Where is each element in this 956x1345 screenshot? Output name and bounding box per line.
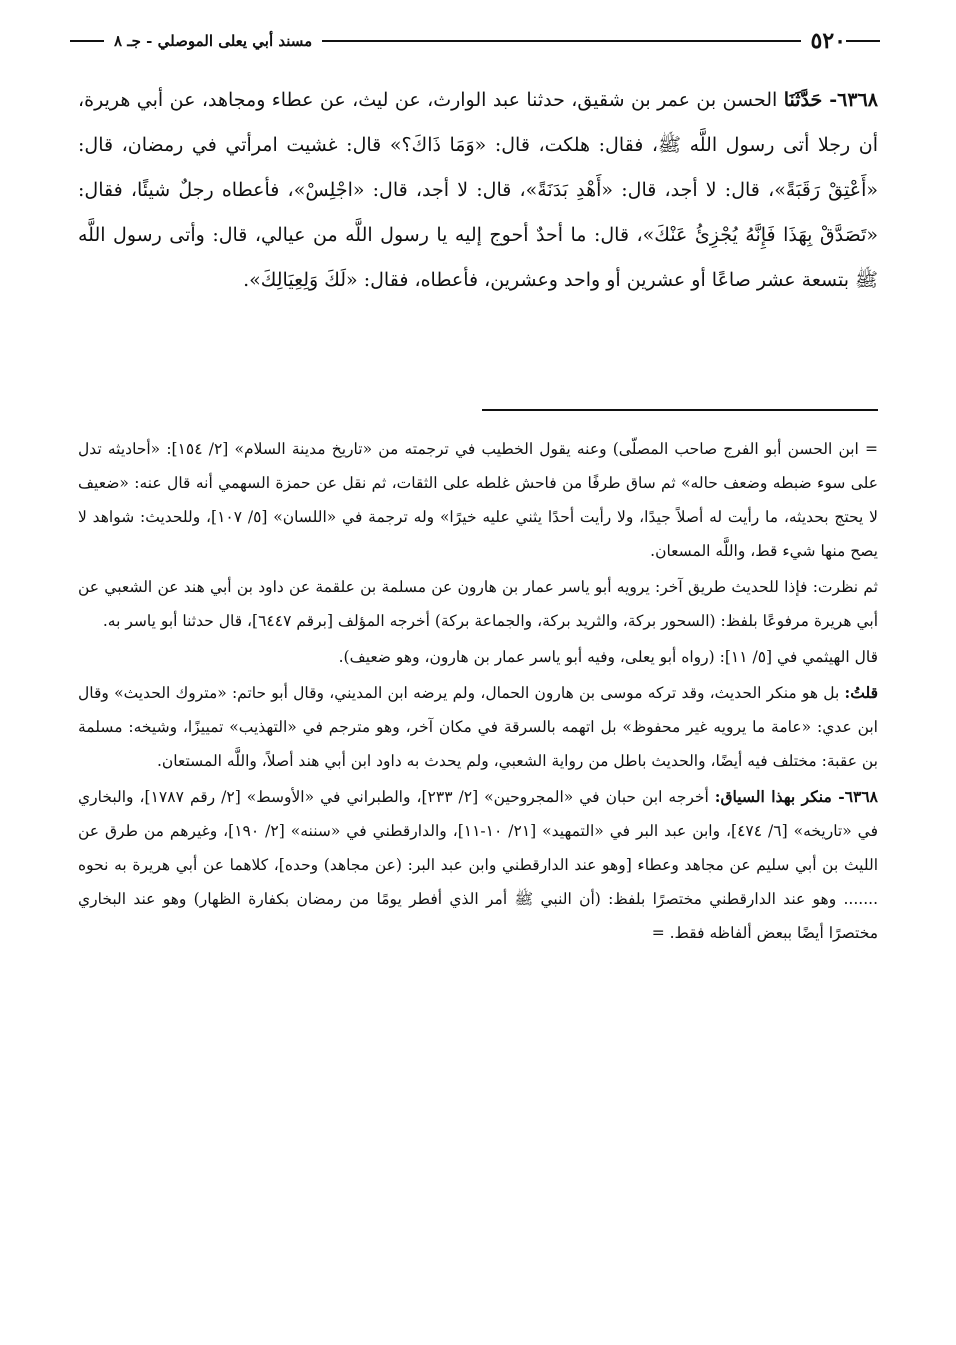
footnote-paragraph: قال الهيثمي في [٥/ ١١]: (رواه أبو يعلى، وفيه أبو ياسر عمار بن هارون، وهو ضعيف).	[338, 648, 878, 666]
book-title: مسند أبي يعلى الموصلي - جـ ٨	[114, 32, 313, 50]
footnote-lead: قلتُ:	[844, 683, 878, 702]
footnote-paragraph	[78, 780, 878, 950]
footnote-divider	[482, 409, 878, 411]
header-rule	[322, 40, 800, 42]
footnote-paragraph: = ابن الحسن أبو الفرج صاحب المصلّى) وعنه يقول الخطيب في ترجمته من «تاريخ مدينة السلام» [٢/ ١٥٤]: «أحاديثه تدل على سوء ضبطه وضعف حاله» ثم ساق طرفًا من فاحش غلطه على الثقات، ثم نقل عن حمزة السهمي أنه قال عنه: «ضعيف لا يحتج بحديثه، ما رأيت له أصلاً جيدًا، ولا رأيت أحدًا يثني عليه خيرًا» وله ترجمة في «اللسان» [٥/ ١٠٧]، وللحديث: شواهد لا يصح منها شيء قط، واللَّه المسعان.	[78, 440, 878, 560]
footnotes	[78, 432, 878, 950]
page-number: ٥٢٠	[810, 28, 846, 54]
hadith-lead: - حَدَّثَنَا	[783, 89, 838, 111]
hadith-number: ٦٣٦٨	[837, 89, 878, 111]
footnote-lead: ٦٣٦٨- منكر بهذا السياق:	[714, 787, 878, 806]
running-header	[70, 26, 890, 56]
footnote-text: أخرجه ابن حبان في «المجروحين» [٢/ ٢٣٣]، والطبراني في «الأوسط» [٢/ رقم ١٧٨٧]، والبخاري في «تاريخه» [٦/ ٤٧٤]، وابن عبد البر في «التمهيد» [٢١/ ١٠-١١]، والدارقطني في «سننه» [٢/ ١٩٠]، وغيرهم من طرق عن الليث بن أبي سليم عن مجاهد وعطاء [وهو عند الدارقطني وابن عبد البر: (عن مجاهد) وحده]، كلاهما عن أبي هريرة به نحوه ....... وهو عند الدارقطني مختصرًا بلفظ: (أن النبي ﷺ أمر الذي أفطر يومًا من رمضان بكفارة الظهار) وهو عند البخاري مختصرًا أيضًا ببعض ألفاظه فقط. =	[78, 788, 879, 942]
footnote-paragraph: ثم نظرت: فإذا للحديث طريق آخر: يرويه أبو ياسر عمار بن هارون عن مسلمة بن علقمة عن داود بن أبي هند عن الشعبي عن أبي هريرة مرفوعًا بلفظ: (السحور بركة، والثريد بركة، والجماعة بركة) أخرجه المؤلف [برقم ٦٤٤٧]، قال حدثنا أبو ياسر به.	[78, 578, 878, 630]
footnote-text: بل هو منكر الحديث، وقد تركه موسى بن هارون الحمال، ولم يرضه ابن المديني، وقال أبو حاتم: «متروك الحديث» وقال ابن عدي: «عامة ما يرويه غير محفوظ» بل اتهمه بالسرقة في مكان آخر، وهو مترجم في «التهذيب» تمييزًا، وشيخه: مسلمة بن عقبة: مختلف فيه أيضًا، والحديث باطل من رواية الشعبي، ولم يحدث به داود ابن أبي هند أصلاً، واللَّه المستعان.	[78, 684, 878, 770]
hadith-body: الحسن بن عمر بن شقيق، حدثنا عبد الوارث، عن ليث، عن عطاء ومجاهد، عن أبي هريرة، أن رجلا أتى رسول اللَّه ﷺ، فقال: هلكت، قال: «وَمَا ذَاكَ؟» قال: غشيت امرأتي في رمضان، قال: «أَعْتِقْ رَقَبَةً»، قال: لا أجد، قال: «أَهْدِ بَدَنَةً»، قال: لا أجد، قال: «اجْلِسْ»، فأعطاه رجلٌ شيئًا، فقال: «تَصَدَّقْ بِهَذَا فَإِنَّهُ يُجْزِئُ عَنْكَ»، قال: ما أحدٌ أحوج إليه يا رسول اللَّه من عيالي، قال: وأتى رسول اللَّه ﷺ بتسعة عشر صاعًا أو عشرين أو واحد وعشرين، فأعطاه، فقال: «لَكَ وَلِعِيَالِكَ».	[78, 89, 878, 291]
header-dash-end	[70, 40, 104, 42]
footnote-paragraph	[78, 676, 878, 778]
header-dash	[846, 40, 880, 42]
hadith-text	[78, 78, 878, 303]
